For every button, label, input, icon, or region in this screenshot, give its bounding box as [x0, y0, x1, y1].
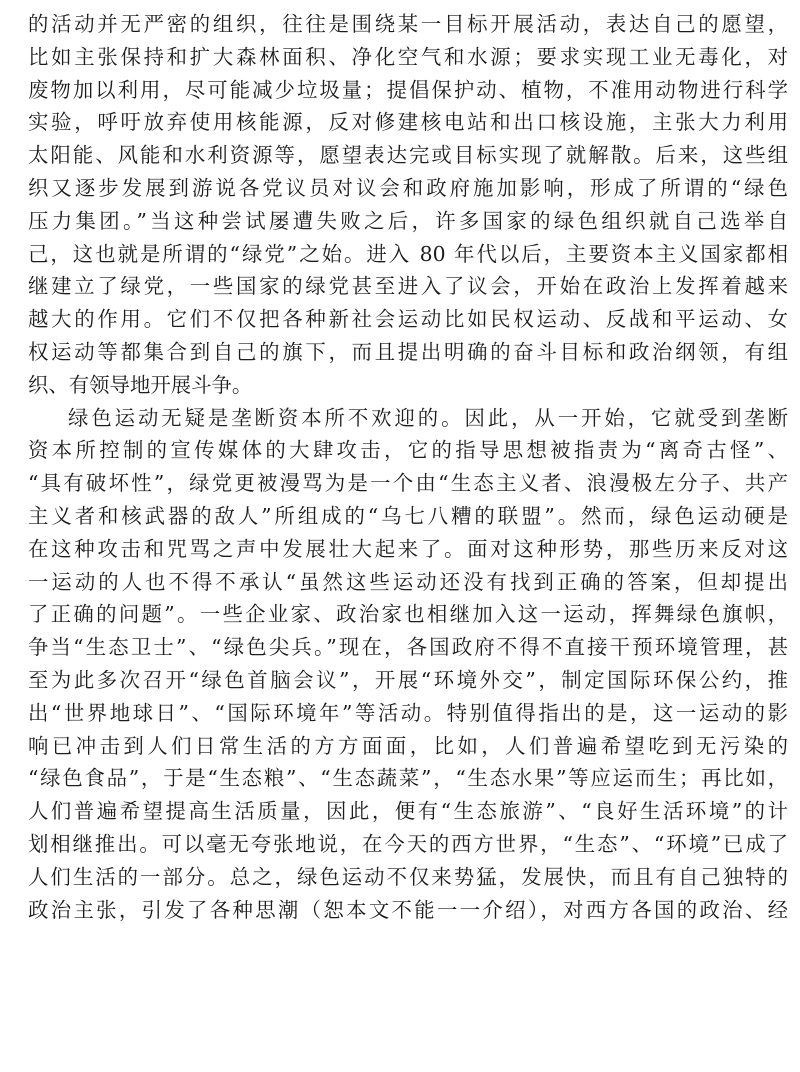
text-line: 越大的作用。它们不仅把各种新社会运动比如民权运动、反战和平运动、女	[28, 307, 788, 332]
text-line: 了正确的问题”。一些企业家、政治家也相继加入这一运动，挥舞绿色旗帜，	[28, 602, 788, 627]
text-line: 人们普遍希望提高生活质量，因此，便有“生态旅游”、“良好生活环境”的计	[28, 799, 788, 824]
text-line: 比如主张保持和扩大森林面积、净化空气和水源；要求实现工业无毒化，对	[28, 44, 788, 69]
text-line: 一运动的人也不得不承认“虽然这些运动还没有找到正确的答案，但却提出	[28, 569, 788, 594]
text-line: 太阳能、风能和水利资源等，愿望表达完或目标实现了就解散。后来，这些组	[28, 143, 788, 168]
text-line: 压力集团。”当这种尝试屡遭失败之后，许多国家的绿色组织就自己选举自	[28, 208, 788, 233]
text-line: “具有破坏性”，绿党更被漫骂为是一个由“生态主义者、浪漫极左分子、共产	[28, 471, 788, 496]
text-line: 继建立了绿党，一些国家的绿党甚至进入了议会，开始在政治上发挥着越来	[28, 274, 788, 299]
document-page	[28, 8, 788, 926]
text-line: 织又逐步发展到游说各党议员对议会和政府施加影响，形成了所谓的“绿色	[28, 175, 788, 200]
text-line: 己，这也就是所谓的“绿党”之始。进入 80 年代以后，主要资本主义国家都相	[28, 241, 788, 266]
text-line: 政治主张，引发了各种思潮（恕本文不能一一介绍），对西方各国的政治、经	[28, 897, 788, 922]
text-line: 权运动等都集合到自己的旗下，而且提出明确的奋斗目标和政治纲领，有组	[28, 339, 788, 364]
paragraph-2	[28, 402, 788, 927]
text-line: 出“世界地球日”、“国际环境年”等活动。特别值得指出的是，这一运动的影	[28, 700, 788, 725]
text-line: 实验，呼吁放弃使用核能源，反对修建核电站和出口核设施，主张大力利用	[28, 110, 788, 135]
text-line: 织、有领导地开展斗争。	[28, 372, 253, 397]
text-line: 主义者和核武器的敌人”所组成的“乌七八糟的联盟”。然而，绿色运动硬是	[28, 503, 788, 528]
text-line: 的活动并无严密的组织，往往是围绕某一目标开展活动，表达自己的愿望，	[28, 12, 788, 36]
text-line: “绿色食品”，于是“生态粮”、“生态蔬菜”，“生态水果”等应运而生；再比如，	[28, 766, 788, 791]
text-line: 绿色运动无疑是垄断资本所不欢迎的。因此，从一开始，它就受到垄断	[68, 405, 788, 430]
text-line: 资本所控制的宣传媒体的大肆攻击，它的指导思想被指责为“离奇古怪”、	[28, 438, 788, 463]
text-line: 响已冲击到人们日常生活的方方面面，比如，人们普遍希望吃到无污染的	[28, 733, 788, 758]
text-line: 在这种攻击和咒骂之声中发展壮大起来了。面对这种形势，那些历来反对这	[28, 536, 788, 561]
paragraph-1	[28, 8, 788, 402]
text-line: 至为此多次召开“绿色首脑会议”，开展“环境外交”，制定国际环保公约，推	[28, 667, 788, 692]
text-line: 人们生活的一部分。总之，绿色运动不仅来势猛，发展快，而且有自己独特的	[28, 864, 788, 889]
text-line: 废物加以利用，尽可能减少垃圾量；提倡保护动、植物，不准用动物进行科学	[28, 77, 788, 102]
text-line: 争当“生态卫士”、“绿色尖兵。”现在，各国政府不得不直接干预环境管理，甚	[28, 635, 788, 660]
text-line: 划相继推出。可以毫无夸张地说，在今天的西方世界，“生态”、“环境”已成了	[28, 831, 788, 856]
